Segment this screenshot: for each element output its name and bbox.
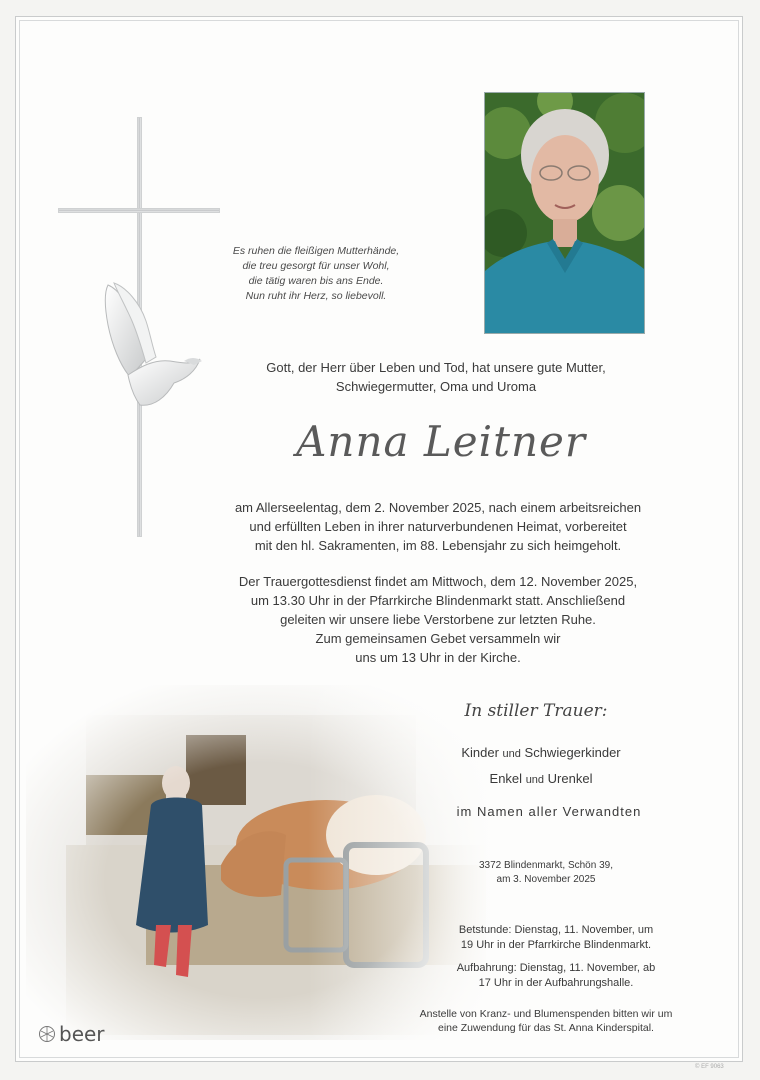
poem-line: Es ruhen die fleißigen Mutterhände,: [232, 245, 400, 257]
death-paragraph: [188, 498, 688, 555]
note-line: Anstelle von Kranz- und Blumenspenden bitten wir um: [419, 1008, 673, 1020]
copyright-mark: © EF 9063: [695, 1064, 724, 1070]
info-line: Aufbahrung: Dienstag, 11. November, ab: [456, 962, 656, 974]
kin-word: Kinder: [461, 745, 499, 760]
donation-note: [391, 1007, 701, 1035]
barn-scene-photo: [26, 685, 496, 1040]
prayer-paragraph: [188, 629, 688, 667]
betstunde-info: [431, 923, 681, 953]
paragraph-line: am Allerseelentag, dem 2. November 2025, nach einem arbeitsreichen: [234, 500, 642, 515]
poem-line: die treu gesorgt für unser Wohl,: [242, 260, 390, 272]
address: [456, 859, 636, 887]
kin-und: und: [502, 748, 521, 760]
kin-word: Schwiegerkinder: [524, 745, 621, 760]
kin-line-children: [446, 743, 636, 764]
paragraph-line: Zum gemeinsamen Gebet versammeln wir: [315, 631, 561, 646]
intro-line: Gott, der Herr über Leben und Tod, hat unsere gute Mutter,: [266, 360, 606, 375]
praying-hands-icon: [100, 279, 204, 411]
mourning-title: In stiller Trauer:: [464, 701, 608, 721]
paragraph-line: mit den hl. Sakramenten, im 88. Lebensjahr zu sich heimgeholt.: [254, 538, 622, 553]
kin-und: und: [525, 774, 545, 786]
info-line: 19 Uhr in der Pfarrkirche Blindenmarkt.: [460, 939, 652, 951]
paragraph-line: Der Trauergottesdienst findet am Mittwoch, dem 12. November 2025,: [238, 574, 638, 589]
info-line: Betstunde: Dienstag, 11. November, um: [458, 924, 654, 936]
intro-text: [216, 358, 656, 396]
aufbahrung-info: [431, 961, 681, 991]
intro-line: Schwiegermutter, Oma und Uroma: [335, 379, 537, 394]
funeral-paragraph: [188, 572, 688, 629]
parte-card: [15, 16, 743, 1062]
paragraph-line: und erfüllten Leben in ihrer naturverbundenen Heimat, vorbereitet: [249, 519, 627, 534]
poem-line: Nun ruht ihr Herz, so liebevoll.: [245, 290, 387, 302]
portrait-photo: [484, 92, 645, 334]
paragraph-line: um 13.30 Uhr in der Pfarrkirche Blindenmarkt statt. Anschließend: [250, 593, 626, 608]
beer-logo: [38, 1022, 105, 1046]
info-line: 17 Uhr in der Aufbahrungshalle.: [478, 977, 634, 989]
kin-line-grandchildren: [446, 769, 636, 790]
logo-text: beer: [59, 1022, 105, 1046]
kin-word: Urenkel: [547, 771, 593, 786]
kin-line-relatives: im Namen aller Verwandten: [456, 804, 642, 819]
poem: [206, 244, 426, 304]
note-line: eine Zuwendung für das St. Anna Kinderspital.: [438, 1022, 654, 1034]
paragraph-line: uns um 13 Uhr in der Kirche.: [355, 650, 521, 665]
deceased-name: Anna Leitner: [296, 417, 586, 466]
kin-word: Enkel: [489, 771, 523, 786]
address-line: am 3. November 2025: [496, 874, 596, 885]
cross-horizontal-beam: [58, 208, 220, 213]
address-line: 3372 Blindenmarkt, Schön 39,: [479, 860, 613, 871]
dandelion-icon: [38, 1025, 56, 1043]
poem-line: die tätig waren bis ans Ende.: [248, 275, 384, 287]
paragraph-line: geleiten wir unsere liebe Verstorbene zur letzten Ruhe.: [280, 612, 596, 627]
